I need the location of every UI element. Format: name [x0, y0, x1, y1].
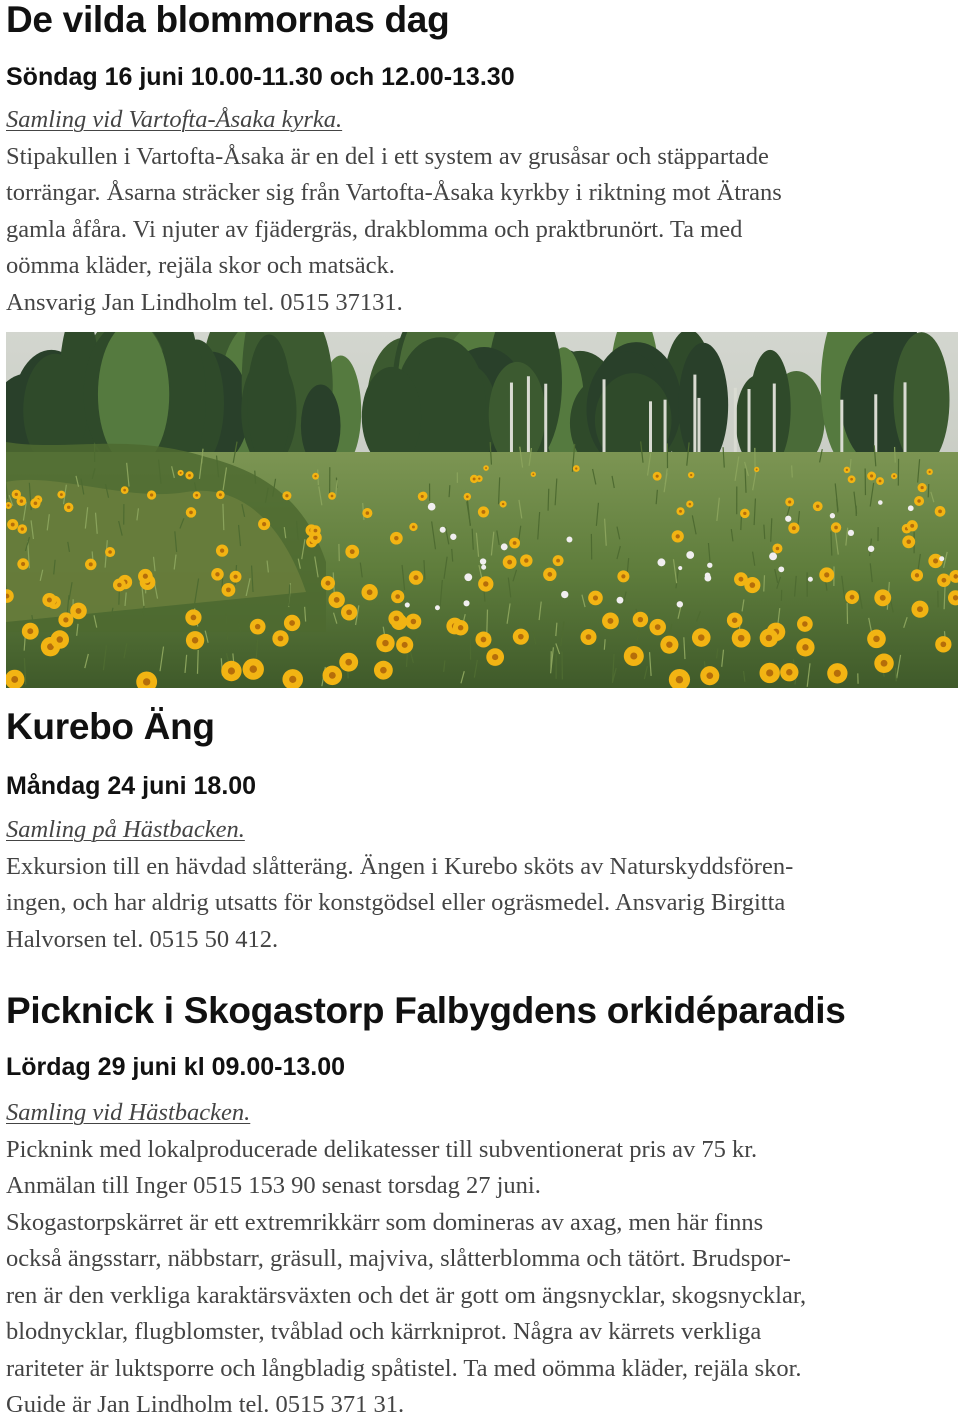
section-3-line: Picknink med lokalproducerade delikatesser till subventionerat pris av 75 kr.	[6, 1132, 956, 1169]
section-3-line: Anmälan till Inger 0515 153 90 senast torsdag 27 juni.	[6, 1168, 956, 1205]
section-1-gathering: Samling vid Vartofta-Åsaka kyrka.	[6, 102, 956, 139]
section-3-date: Lördag 29 juni kl 09.00-13.00	[6, 1052, 345, 1082]
section-2-gathering: Samling på Hästbacken.	[6, 812, 956, 849]
section-3-line: Guide är Jan Lindholm tel. 0515 371 31.	[6, 1387, 956, 1424]
section-3-line: rariteter är luktsporre och långbladig spåtistel. Ta med oömma kläder, rejäla skor.	[6, 1351, 956, 1388]
section-2-date: Måndag 24 juni 18.00	[6, 771, 256, 801]
section-3-title: Picknick i Skogastorp Falbygdens orkidéparadis	[6, 991, 846, 1031]
meadow-photo-image	[6, 332, 958, 688]
section-3-body	[6, 1095, 956, 1424]
section-1-line: torrängar. Åsarna sträcker sig från Vartofta-Åsaka kyrkby i riktning mot Ätrans	[6, 175, 956, 212]
section-1-body	[6, 102, 956, 321]
section-1-line: Stipakullen i Vartofta-Åsaka är en del i ett system av grusåsar och stäppartade	[6, 139, 956, 176]
section-1-line: gamla åfåra. Vi njuter av fjädergräs, drakblomma och praktbrunört. Ta med	[6, 212, 956, 249]
section-3-gathering: Samling vid Hästbacken.	[6, 1095, 956, 1132]
section-3-line: Skogastorpskärret är ett extremrikkärr som domineras av axag, men här finns	[6, 1205, 956, 1242]
section-1-line: Ansvarig Jan Lindholm tel. 0515 37131.	[6, 285, 956, 322]
section-2-line: Exkursion till en hävdad slåtteräng. Ängen i Kurebo sköts av Naturskyddsfören-	[6, 849, 956, 886]
section-1-date: Söndag 16 juni 10.00-11.30 och 12.00-13.30	[6, 62, 515, 92]
section-1-title: De vilda blommornas dag	[6, 0, 449, 40]
section-3-line: också ängsstarr, näbbstarr, gräsull, majviva, slåtterblomma och tätört. Brudspor-	[6, 1241, 956, 1278]
section-2-line: ingen, och har aldrig utsatts för konstgödsel eller ogräsmedel. Ansvarig Birgitta	[6, 885, 956, 922]
section-3-line: ren är den verkliga karaktärsväxten och det är gott om ängsnycklar, skogsnycklar,	[6, 1278, 956, 1315]
section-2-title: Kurebo Äng	[6, 707, 215, 747]
section-2-line: Halvorsen tel. 0515 50 412.	[6, 922, 956, 959]
section-3-line: blodnycklar, flugblomster, tvåblad och kärrkniprot. Några av kärrets verkliga	[6, 1314, 956, 1351]
section-1-line: oömma kläder, rejäla skor och matsäck.	[6, 248, 956, 285]
meadow-photo	[6, 332, 958, 688]
section-2-body	[6, 812, 956, 958]
